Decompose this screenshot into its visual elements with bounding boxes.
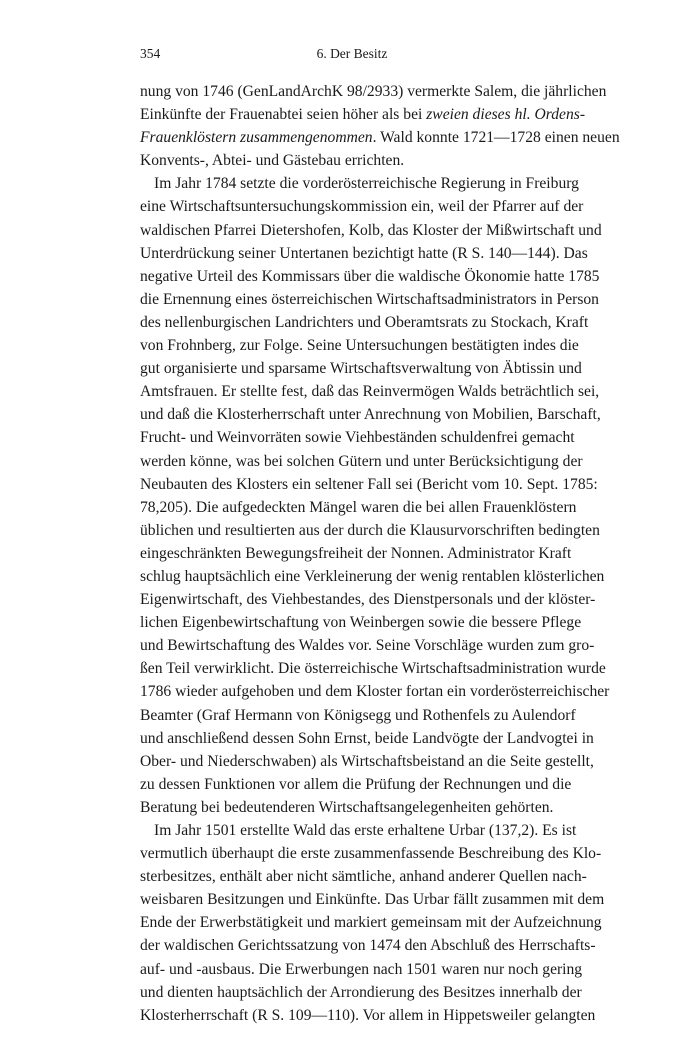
text-run: Im Jahr 1501 erstellte Wald das erste erhaltene Urbar (137,2). Es ist [154,822,577,839]
text-line [140,126,620,149]
text-run: sterbesitzes, enthält aber nicht sämtliche, anhand anderer Quellen nach- [140,868,587,886]
text-line [140,865,587,888]
text-run: Beamter (Graf Hermann von Königsegg und Rothenfels zu Aulendorf [140,706,576,724]
text-line [140,519,600,542]
text-line [140,611,582,634]
page-header [140,44,564,64]
text-run: nung von 1746 (GenLandArchK 98/2933) vermerkte Salem, die jährlichen [140,83,607,100]
text-run: lichen Eigenbewirtschaftung von Weinbergen sowie die bessere Pflege [140,614,582,632]
text-line [140,565,605,588]
text-run: Ober- und Niederschwaben) als Wirtschaftsbeistand an die Seite gestellt, [140,752,594,770]
text-run: Eigenwirtschaft, des Viehbestandes, des Dienstpersonals und der klöster- [140,591,596,609]
text-run: negative Urteil des Kommissars über die waldische Ökonomie hatte 1785 [140,267,600,285]
text-run: und Bewirtschaftung des Waldes vor. Seine Vorschläge wurden zum gro- [140,637,595,655]
text-run: Konvents-, Abtei- und Gästebau errichten. [140,152,405,170]
text-line [140,773,572,796]
text-run: Frucht- und Weinvorräten sowie Viehbeständen schuldenfrei gemacht [140,429,575,447]
text-run: Ende der Erwerbstätigkeit und markiert gemeinsam mit der Aufzeichnung [140,914,602,932]
text-run: 78,205). Die aufgedeckten Mängel waren die bei allen Frauenklöstern [140,498,577,516]
text-run: und daß die Klosterherrschaft unter Anrechnung von Mobilien, Barschaft, [140,406,601,424]
text-line [140,819,577,842]
text-run: 1786 wieder aufgehoben und dem Kloster fortan ein vorderösterreichischer [140,683,610,701]
text-run: eine Wirtschaftsuntersuchungskommission ein, weil der Pfarrer auf der [140,198,584,216]
text-line [140,958,583,981]
text-line [140,634,595,657]
text-run: Unterdrückung seiner Untertanen bezichtigt hatte (R S. 140—144). Das [140,244,588,262]
text-run: der waldischen Gerichtssatzung von 1474 den Abschluß des Herrschafts- [140,937,596,955]
text-run: Im Jahr 1784 setzte die vorderösterreichische Regierung in Freiburg [154,175,579,193]
text-line [140,380,600,403]
text-line [140,334,579,357]
text-run: und dienten hauptsächlich der Arrondierung des Besitzes innerhalb der [140,983,582,1001]
text-line [140,311,589,334]
text-run: Amtsfrauen. Er stellte fest, daß das Reinvermögen Walds beträchtlich sei, [140,383,600,401]
text-line [140,172,579,195]
text-line [140,242,588,265]
text-line [140,542,572,565]
text-line [140,796,564,819]
text-line [140,403,601,426]
text-line [140,357,582,380]
text-line [140,657,606,680]
text-run: eingeschränkten Bewegungsfreiheit der Nonnen. Administrator Kraft [140,544,572,562]
text-line [140,288,599,311]
text-line [140,473,598,496]
text-line [140,496,577,519]
text-run: schlug hauptsächlich eine Verkleinerung der wenig rentablen klösterlichen [140,567,605,585]
text-line [140,750,594,773]
text-run: und anschließend dessen Sohn Ernst, beide Landvögte der Landvogtei in [140,729,594,747]
text-run: die Ernennung eines österreichischen Wirtschaftsadministrators in Person [140,290,599,308]
text-line [140,888,605,911]
text-line [140,704,576,727]
emphasis-run: zweien dieses hl. Ordens- [426,106,586,124]
text-run: üblichen und resultierten aus der durch die Klausurvorschriften bedingten [140,521,600,539]
text-run: zu dessen Funktionen vor allem die Prüfung der Rechnungen und die [140,775,572,793]
running-head: 6. Der Besitz [316,46,388,61]
text-line [140,911,602,934]
text-run: vermutlich überhaupt die erste zusammenfassende Beschreibung des Klo- [140,845,602,863]
text-line [140,426,575,449]
text-line [140,934,596,957]
text-line [140,195,584,218]
text-run: ßen Teil verwirklicht. Die österreichische Wirtschaftsadministration wurde [140,660,606,678]
text-line [140,149,564,172]
text-run: gut organisierte und sparsame Wirtschaftsverwaltung von Äbtissin und [140,360,582,378]
text-run: von Frohnberg, zur Folge. Seine Untersuchungen bestätigten indes die [140,337,579,355]
text-line [140,265,600,288]
text-line [140,450,583,473]
text-line [140,727,594,750]
body-text [140,80,620,1027]
text-run: Einkünfte der Frauenabtei seien höher als bei [140,106,427,124]
text-run: Klosterherrschaft (R S. 109—110). Vor allem in Hippetsweiler gelangten [140,1006,596,1024]
text-line [140,80,607,103]
text-line [140,219,602,242]
text-run: auf- und -ausbaus. Die Erwerbungen nach 1501 waren nur noch gering [140,960,583,978]
text-line [140,1004,596,1027]
text-line [140,680,610,703]
emphasis-run: Frauenklöstern zusammengenommen [140,129,373,147]
text-line [140,842,602,865]
text-run: des nellenburgischen Landrichters und Oberamtsrats zu Stockach, Kraft [140,313,589,331]
page-number: 354 [140,46,161,61]
text-run: waldischen Pfarrei Dietershofen, Kolb, das Kloster der Mißwirtschaft und [140,221,602,239]
text-run: weisbaren Besitzungen und Einkünfte. Das Urbar fällt zusammen mit dem [140,891,605,909]
text-line [140,103,586,126]
text-run: Beratung bei bedeutenderen Wirtschaftsangelegenheiten gehörten. [140,798,554,816]
text-line [140,981,582,1004]
text-run: Neubauten des Klosters ein seltener Fall sei (Bericht vom 10. Sept. 1785: [140,475,598,493]
text-run: werden könne, was bei solchen Gütern und unter Berücksichtigung der [140,452,583,470]
text-line [140,588,596,611]
text-run: . Wald konnte 1721—1728 einen neuen [372,129,620,147]
